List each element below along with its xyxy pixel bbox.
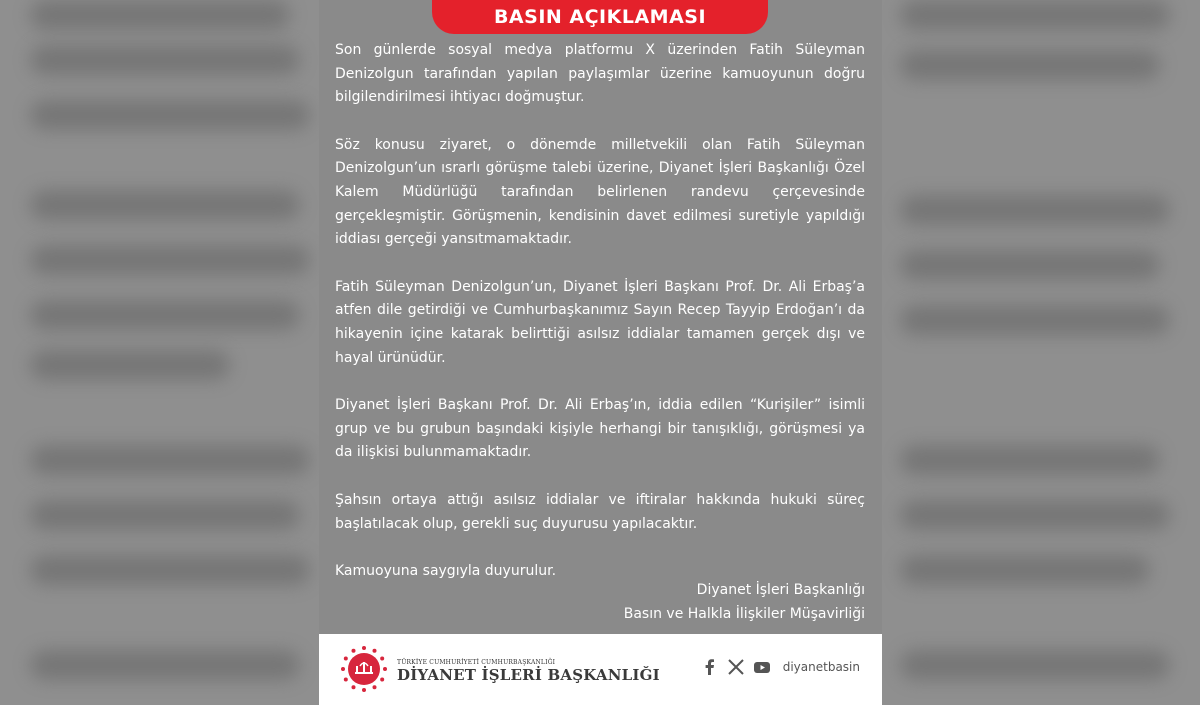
release-body [335, 39, 865, 590]
diyanet-logo-icon [339, 644, 389, 694]
signature-line-2: Basın ve Halkla İlişkiler Müşavirliği [623, 606, 865, 622]
paragraph-2: Söz konusu ziyaret, o dönemde milletvekili olan Fatih Süleyman Denizolgun’un ısrarlı görüşme talebi üzerine, Diyanet İşleri Başkanlığı Özel Kalem Müdürlüğü tarafından belirlenen randevu çerçevesinde gerçekleşmiştir. Görüşmenin, kendisinin davet edilmesi suretiyle yapıldığı iddiası gerçeği yansıtmamaktadır. [335, 136, 865, 248]
org-subtitle: TÜRKİYE CUMHURİYETİ CUMHURBAŞKANLIĞI [397, 659, 556, 666]
footer-bar [319, 634, 882, 705]
signature [624, 578, 865, 626]
social-links [701, 658, 860, 676]
paragraph-4: Diyanet İşleri Başkanı Prof. Dr. Ali Erbaş’ın, iddia edilen “Kurişiler” isimli grup ve bu grubun başındaki kişiyle herhangi bir tanışıklığı, görüşmesi ya da ilişkisi bulunmamaktadır. [335, 397, 865, 461]
paragraph-5: Şahsın ortaya attığı asılsız iddialar ve iftiralar hakkında hukuki süreç başlatılacak olup, gerekli suç duyurusu yapılacaktır. [335, 491, 865, 532]
page-title: BASIN AÇIKLAMASI [493, 6, 707, 28]
x-icon[interactable] [727, 658, 745, 676]
paragraph-1: Son günlerde sosyal medya platformu X üzerinden Fatih Süleyman Denizolgun tarafından yapılan paylaşımlar üzerine kamuoyunun doğru bilgilendirilmesi ihtiyacı doğmuştur. [335, 42, 865, 106]
facebook-icon[interactable] [701, 658, 719, 676]
title-banner [432, 0, 768, 34]
social-handle[interactable]: diyanetbasin [782, 660, 860, 674]
youtube-icon[interactable] [753, 658, 771, 676]
paragraph-6: Kamuoyuna saygıyla duyurulur. [335, 563, 557, 580]
signature-line-1: Diyanet İşleri Başkanlığı [696, 582, 865, 598]
press-release-card [319, 0, 882, 705]
org-name: DİYANET İŞLERİ BAŞKANLIĞI [397, 666, 660, 684]
paragraph-3: Fatih Süleyman Denizolgun’un, Diyanet İşleri Başkanı Prof. Dr. Ali Erbaş’a atfen dile getirdiği ve Cumhurbaşkanımız Sayın Recep Tayyip Erdoğan’ı da hikayenin içine katarak belirttiği asılsız iddialar tamamen gerçek dışı ve hayal ürünüdür. [335, 278, 865, 366]
